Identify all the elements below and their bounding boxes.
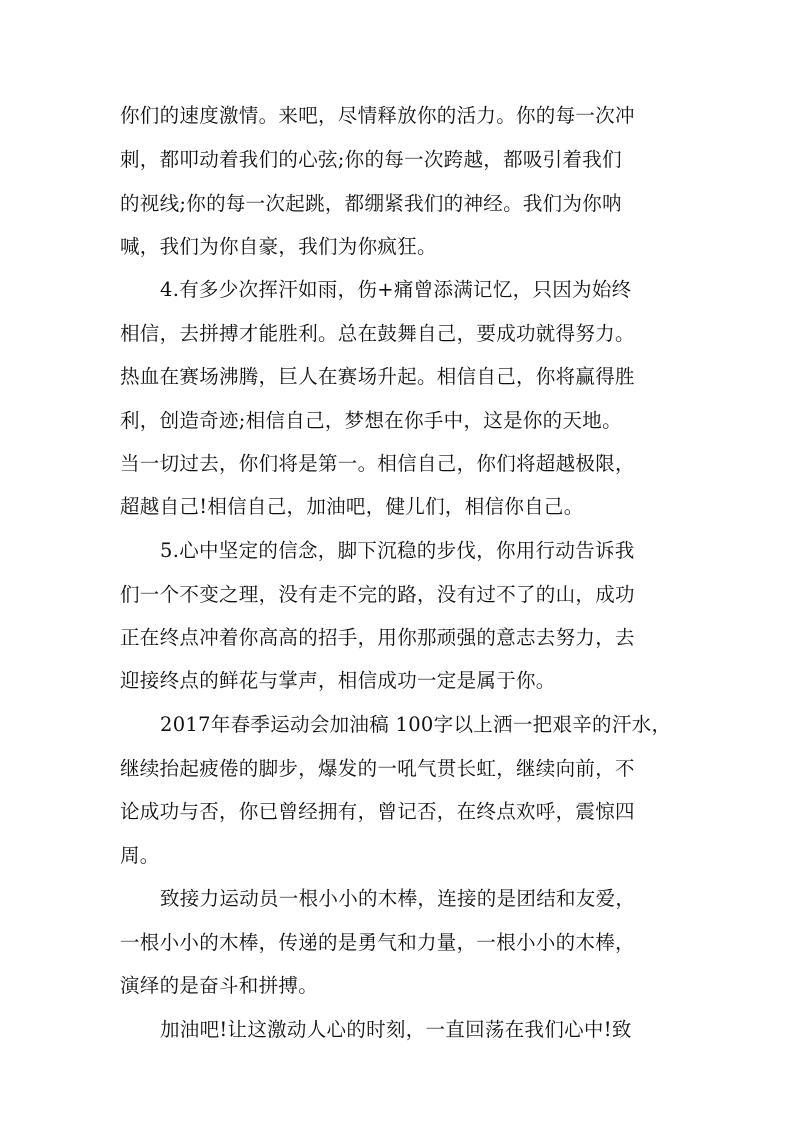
text-line: 正在终点冲着你高高的招手，用你那顽强的意志去努力，去	[120, 626, 635, 649]
text-line: 致接力运动员一根小小的木棒，连接的是团结和友爱，	[160, 887, 636, 910]
text-line: 利，创造奇迹;相信自己，梦想在你手中，这是你的天地。	[120, 409, 622, 432]
text-line: 刺，都叩动着我们的心弦;你的每一次跨越，都吸引着我们	[120, 148, 622, 171]
text-line: 5.心中坚定的信念，脚下沉稳的步伐，你用行动告诉我	[160, 539, 635, 562]
text-line: 迎接终点的鲜花与掌声，相信成功一定是属于你。	[120, 669, 556, 692]
text-line: 们一个不变之理，没有走不完的路，没有过不了的山，成功	[120, 583, 635, 606]
text-line: 当一切过去，你们将是第一。相信自己，你们将超越极限，	[120, 452, 635, 475]
text-line: 继续抬起疲倦的脚步，爆发的一吼气贯长虹，继续向前，不	[120, 757, 635, 780]
text-line: 演绎的是奋斗和拼搏。	[120, 974, 319, 997]
text-line: 超越自己!相信自己，加油吧，健儿们，相信你自己。	[120, 495, 584, 518]
text-line: 2017年春季运动会加油稿 100字以上洒一把艰辛的汗水，	[160, 713, 672, 736]
text-line: 一根小小的木棒，传递的是勇气和力量，一根小小的木棒，	[120, 931, 635, 954]
text-line: 论成功与否，你已曾经拥有，曾记否，在终点欢呼，震惊四	[120, 800, 635, 823]
text-line: 的视线;你的每一次起跳，都绷紧我们的神经。我们为你呐	[120, 192, 622, 215]
text-line: 周。	[120, 844, 160, 867]
text-line: 你们的速度激情。来吧，尽情释放你的活力。你的每一次冲	[120, 104, 635, 127]
text-line: 热血在赛场沸腾，巨人在赛场升起。相信自己，你将赢得胜	[120, 365, 635, 388]
text-line: 喊，我们为你自豪，我们为你疯狂。	[120, 235, 437, 258]
text-line: 加油吧!让这激动人心的时刻，一直回荡在我们心中!致	[160, 1018, 632, 1041]
text-line: 4.有多少次挥汗如雨，伤+痛曾添满记忆，只因为始终	[160, 278, 632, 301]
text-line: 相信，去拼搏才能胜利。总在鼓舞自己，要成功就得努力。	[120, 322, 635, 345]
